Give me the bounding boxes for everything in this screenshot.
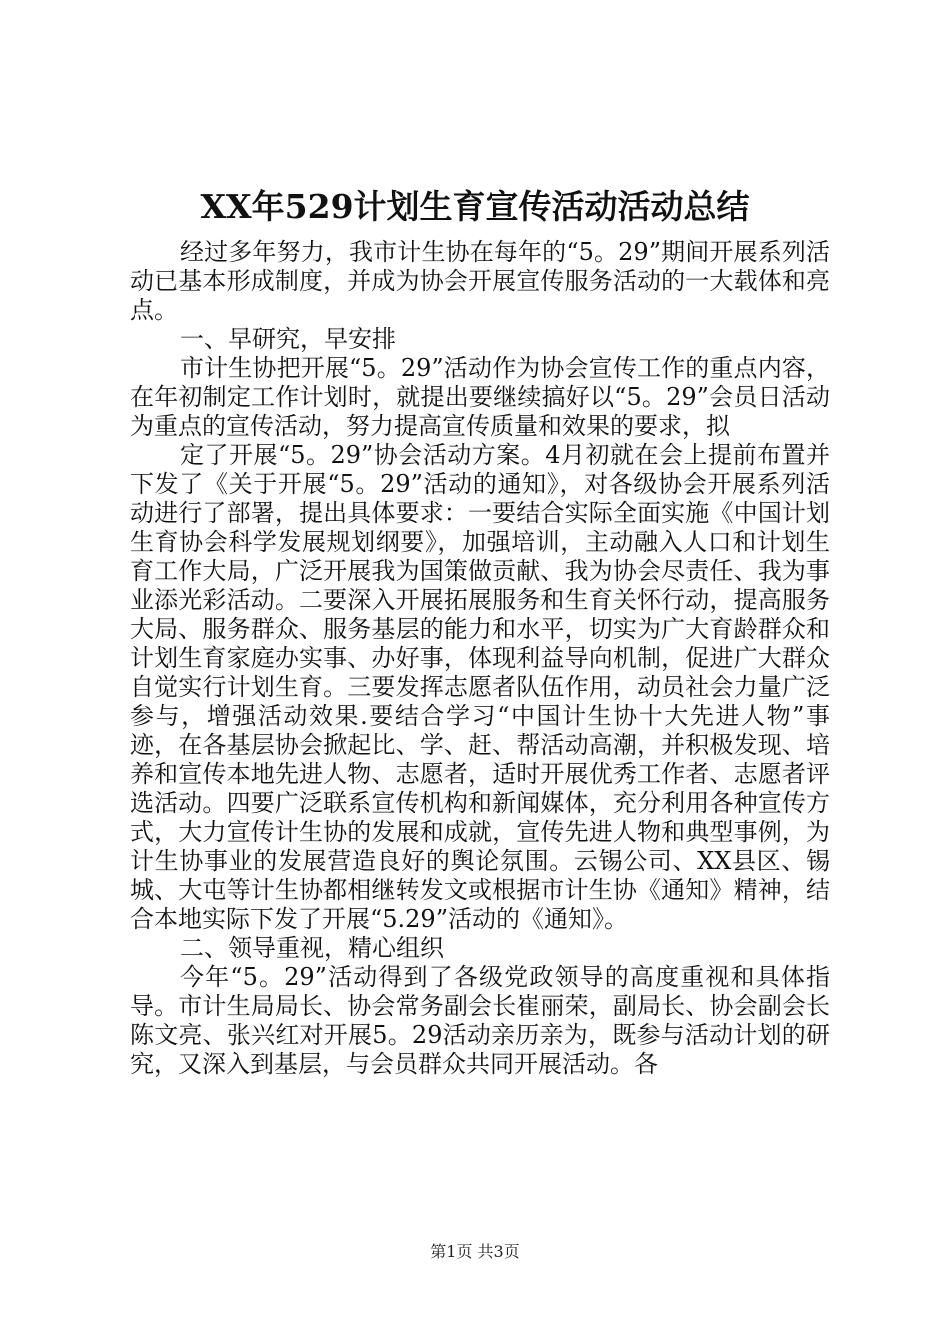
section-1-paragraph-1: 市计生协把开展“5。29”活动作为协会宣传工作的重点内容，在年初制定工作计划时，就提出要继续搞好以“5。29”会员日活动为重点的宣传活动，努力提高宣传质量和效果的要求，拟 (130, 354, 830, 440)
intro-paragraph: 经过多年努力，我市计生协在每年的“5。29”期间开展系列活动已基本形成制度，并成为协会开展宣传服务活动的一大载体和亮点。 (130, 238, 830, 324)
section-2-paragraph-1: 今年“5。29”活动得到了各级党政领导的高度重视和具体指导。市计生局局长、协会常务副会长崔丽荣，副局长、协会副会长陈文亮、张兴红对开展5。29活动亲历亲为，既参与活动计划的研究，又深入到基层，与会员群众共同开展活动。各 (130, 963, 830, 1078)
page-footer: 第1页 共3页 (430, 1242, 520, 1261)
section-heading-1: 一、早研究，早安排 (180, 325, 396, 353)
section-1-paragraph-2: 定了开展“5。29”协会活动方案。4月初就在会上提前布置并下发了《关于开展“5。29”活动的通知》，对各级协会开展系列活动进行了部署，提出具体要求：一要结合实际全面实施《中国计划生育协会科学发展规划纲要》，加强培训，主动融入人口和计划生育工作大局，广泛开展我为国策做贡献、我为协会尽责任、我为事业添光彩活动。二要深入开展拓展服务和生育关怀行动，提高服务大局、服务群众、服务基层的能力和水平，切实为广大育龄群众和计划生育家庭办实事、办好事，体现利益导向机制，促进广大群众自觉实行计划生育。三要发挥志愿者队伍作用，动员社会力量广泛参与，增强活动效果.要结合学习“中国计生协十大先进人物”事迹，在各基层协会掀起比、学、赶、帮活动高潮，并积极发现、培养和宣传本地先进人物、志愿者，适时开展优秀工作者、志愿者评选活动。四要广泛联系宣传机构和新闻媒体，充分利用各种宣传方式，大力宣传计生协的发展和成就，宣传先进人物和典型事例，为计生协事业的发展营造良好的舆论氛围。云锡公司、XX县区、锡城、大屯等计生协都相继转发文或根据市计生协《通知》精神，结合本地实际下发了开展“5.29”活动的《通知》。 (130, 441, 830, 933)
document-body (130, 238, 830, 1079)
section-heading-2: 二、领导重视，精心组织 (180, 934, 444, 962)
document-title: XX年529计划生育宣传活动活动总结 (200, 187, 750, 226)
